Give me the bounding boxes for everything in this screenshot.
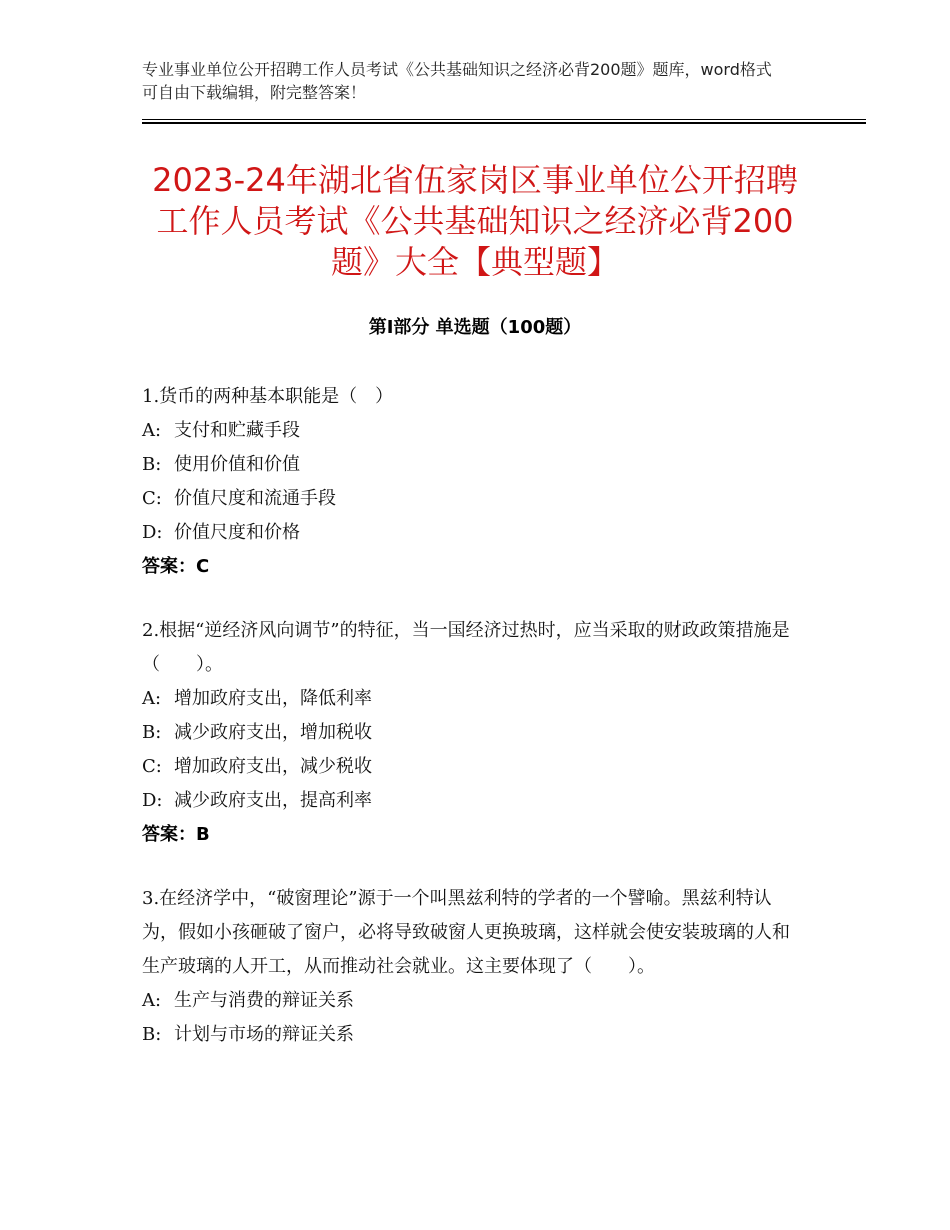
option-letter: B: [142, 1024, 162, 1045]
header-note: 专业事业单位公开招聘工作人员考试《公共基础知识之经济必背200题》题库，word格式可自由下载编辑，附完整答案！ [142, 60, 772, 102]
option-c [142, 482, 802, 516]
option-letter: B: [142, 722, 162, 743]
question-stem: 1.货币的两种基本职能是（ ） [142, 386, 394, 407]
question-list [142, 380, 802, 1082]
document-title: 2023-24年湖北省伍家岗区事业单位公开招聘工作人员考试《公共基础知识之经济必背200题》大全【典型题】 [152, 161, 798, 281]
option-text: 减少政府支出，提高利率 [174, 790, 372, 811]
option-text: 支付和贮藏手段 [174, 420, 300, 441]
question-1 [142, 380, 802, 584]
option-b [142, 716, 802, 750]
option-text: 增加政府支出，减少税收 [174, 756, 372, 777]
answer: 答案：C [142, 556, 210, 577]
option-text: 增加政府支出，降低利率 [174, 688, 372, 709]
question-3 [142, 882, 802, 1052]
header-divider-thick [142, 122, 866, 124]
option-letter: A: [142, 990, 162, 1011]
option-text: 减少政府支出，增加税收 [174, 722, 372, 743]
header-divider-thin [142, 119, 866, 120]
option-d [142, 516, 802, 550]
option-d [142, 784, 802, 818]
option-a [142, 984, 802, 1018]
question-stem: 2.根据“逆经济风向调节”的特征，当一国经济过热时，应当采取的财政政策措施是（ ）。 [142, 620, 790, 675]
question-stem: 3.在经济学中，“破窗理论”源于一个叫黑兹利特的学者的一个譬喻。黑兹利特认为，假如小孩砸破了窗户，必将导致破窗人更换玻璃，这样就会使安装玻璃的人和生产玻璃的人开工，从而推动社会就业。这主要体现了（ ）。 [142, 888, 790, 977]
option-letter: B: [142, 454, 162, 475]
option-a [142, 414, 802, 448]
option-text: 生产与消费的辩证关系 [174, 990, 354, 1011]
section-title: 第Ⅰ部分 单选题（100题） [368, 317, 582, 338]
answer: 答案：B [142, 824, 210, 845]
option-letter: A: [142, 420, 162, 441]
option-b [142, 1018, 802, 1052]
option-b [142, 448, 802, 482]
question-2 [142, 614, 802, 852]
option-a [142, 682, 802, 716]
option-letter: C: [142, 488, 162, 509]
option-text: 价值尺度和价格 [174, 522, 300, 543]
option-text: 价值尺度和流通手段 [174, 488, 336, 509]
option-letter: D: [142, 790, 163, 811]
option-text: 使用价值和价值 [174, 454, 300, 475]
option-letter: A: [142, 688, 162, 709]
option-letter: C: [142, 756, 162, 777]
option-letter: D: [142, 522, 163, 543]
option-text: 计划与市场的辩证关系 [174, 1024, 354, 1045]
option-c [142, 750, 802, 784]
